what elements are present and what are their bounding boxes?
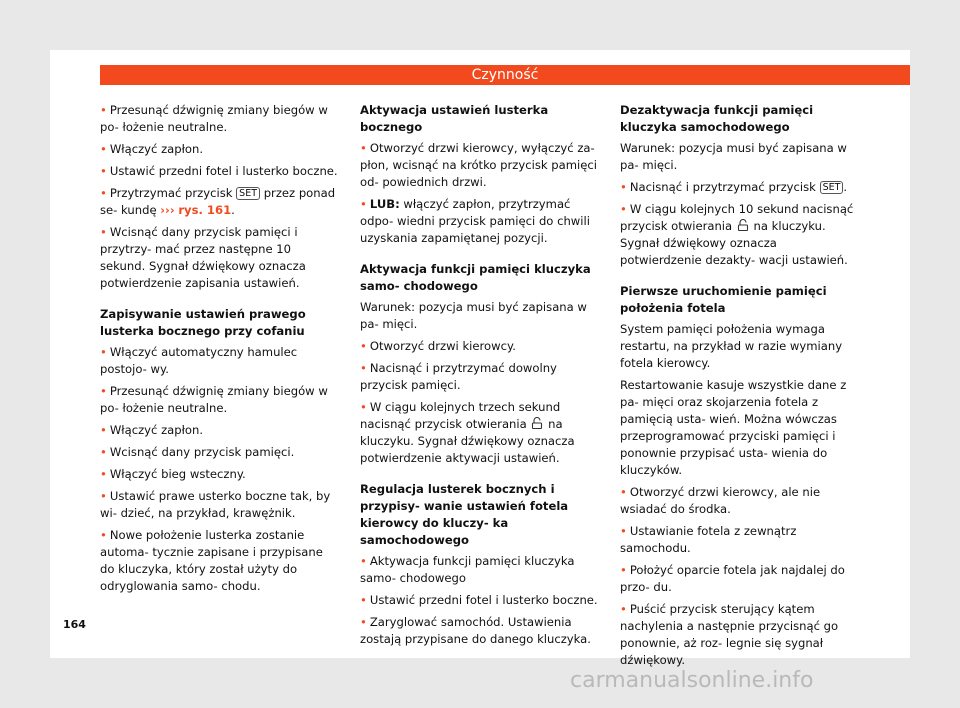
bullet-icon: • [360, 339, 367, 353]
bullet-icon: • [100, 186, 107, 200]
bullet-icon: • [100, 225, 107, 239]
bullet-icon: • [620, 485, 627, 499]
bullet-icon: • [100, 384, 107, 398]
bullet-item: • Nacisnąć i przytrzymać przycisk SET . [620, 180, 848, 194]
bullet-item: • Wcisnąć dany przycisk pamięci. [100, 445, 295, 459]
bullet-item: • Włączyć zapłon. [100, 423, 204, 437]
set-key-symbol: SET [820, 181, 844, 194]
bullet-icon: • [360, 141, 367, 155]
bullet-icon: • [620, 524, 627, 538]
section-heading: Aktywacja ustawień lusterka bocznego [360, 103, 549, 134]
bullet-icon: • [360, 615, 367, 629]
column-2 [360, 102, 600, 653]
column-1 [100, 102, 338, 600]
bullet-item: • Zaryglować samochód. Ustawienia zostają przypisane do danego kluczyka. [360, 615, 591, 646]
bullet-icon: • [100, 489, 107, 503]
section-heading: Dezaktywacja funkcji pamięci kluczyka samochodowego [620, 103, 814, 134]
bullet-icon: • [100, 467, 107, 481]
bullet-item: • W ciągu kolejnych trzech sekund nacisnąć przycisk otwierania na kluczyku. Sygnał dźwiękowy oznacza potwierdzenie aktywacji ustawień. [360, 400, 575, 465]
paragraph: Restartowanie kasuje wszystkie dane z pa- mięci oraz skojarzenia fotela z pamięcią usta- wień. Można wówczas przeprogramować przyciski pamięci i ponownie przypisać usta- wienia do kluczyków. [620, 378, 847, 477]
bullet-item: • Przesunąć dźwignię zmiany biegów w po- łożenie neutralne. [100, 103, 328, 134]
bullet-item: • Przesunąć dźwignię zmiany biegów w po- łożenie neutralne. [100, 384, 328, 415]
bullet-icon: • [620, 563, 627, 577]
bullet-item: • Przytrzymać przycisk SET przez ponad se- kundę ››› rys. 161. [100, 186, 336, 217]
paragraph: Warunek: pozycja musi być zapisana w pa- mięci. [620, 141, 847, 172]
bullet-icon: • [100, 445, 107, 459]
bullet-item: • Włączyć zapłon. [100, 142, 204, 156]
bullet-item: • Włączyć bieg wsteczny. [100, 467, 246, 481]
bullet-item: • Włączyć automatyczny hamulec postojo- wy. [100, 345, 298, 376]
bullet-item: • Otworzyć drzwi kierowcy, wyłączyć za- płon, wcisnąć na krótko przycisk pamięci od- powiednich drzwi. [360, 141, 597, 189]
bullet-icon: • [100, 103, 107, 117]
section-heading: Pierwsze uruchomienie pamięci położenia fotela [620, 284, 827, 315]
bullet-item: • Wcisnąć dany przycisk pamięci i przytrzy- mać przez następne 10 sekund. Sygnał dźwiękowy oznacza potwierdzenie zapisania ustawień. [100, 225, 306, 290]
watermark: carmanualsonline.info [570, 668, 814, 693]
bullet-item: • Otworzyć drzwi kierowcy, ale nie wsiadać do środka. [620, 485, 821, 516]
bullet-icon: • [620, 180, 627, 194]
paragraph: System pamięci położenia wymaga restartu, na przykład w razie wymiany fotela kierowcy. [620, 322, 843, 370]
bullet-icon: • [360, 400, 367, 414]
bullet-item: • W ciągu kolejnych 10 sekund nacisnąć przycisk otwierania na kluczyku. Sygnał dźwiękowy oznacza potwierdzenie dezakty- wacji ustawień. [620, 202, 854, 267]
bullet-item: • Puścić przycisk sterujący kątem nachylenia a następnie przycisnąć go ponownie, aż roz- legnie się sygnał dźwiękowy. [620, 602, 839, 667]
unlock-icon [736, 219, 750, 231]
figure-reference-link[interactable]: rys. 161 [178, 203, 232, 217]
section-heading: Aktywacja funkcji pamięci kluczyka samo- chodowego [360, 262, 591, 293]
bullet-item: • Położyć oparcie fotela jak najdalej do przo- du. [620, 563, 845, 594]
bullet-item: • Aktywacja funkcji pamięci kluczyka samo- chodowego [360, 554, 575, 585]
bullet-icon: • [100, 164, 107, 178]
bullet-icon: • [100, 345, 107, 359]
column-3 [620, 102, 860, 674]
section-heading: Zapisywanie ustawień prawego lusterka bocznego przy cofaniu [100, 307, 306, 338]
bullet-icon: • [100, 423, 107, 437]
page-number: 164 [63, 618, 86, 631]
bullet-item: • Otworzyć drzwi kierowcy. [360, 339, 516, 353]
figure-arrows: ››› [160, 203, 175, 217]
manual-page [50, 50, 910, 667]
bullet-item: • Ustawianie fotela z zewnątrz samochodu. [620, 524, 797, 555]
bullet-icon: • [620, 602, 627, 616]
bullet-icon: • [100, 528, 107, 542]
bullet-icon: • [100, 142, 107, 156]
bullet-icon: • [360, 593, 367, 607]
section-header: Czynność [100, 65, 910, 85]
bullet-item: • LUB: włączyć zapłon, przytrzymać odpo- wiedni przycisk pamięci do chwili uzyskania zapamiętanej pozycji. [360, 197, 590, 245]
bullet-icon: • [620, 202, 627, 216]
bullet-item: • Ustawić przedni fotel i lusterko boczne. [100, 164, 338, 178]
set-key-symbol: SET [236, 187, 260, 200]
bullet-icon: • [360, 197, 367, 211]
bullet-item: • Ustawić prawe usterko boczne tak, by wi- dzieć, na przykład, krawężnik. [100, 489, 331, 520]
bullet-item: • Nacisnąć i przytrzymać dowolny przycisk pamięci. [360, 361, 557, 392]
paragraph: Warunek: pozycja musi być zapisana w pa- mięci. [360, 300, 587, 331]
bullet-icon: • [360, 554, 367, 568]
bullet-item: • Ustawić przedni fotel i lusterko boczne. [360, 593, 598, 607]
unlock-icon [530, 417, 544, 429]
bullet-icon: • [360, 361, 367, 375]
bullet-item: • Nowe położenie lusterka zostanie automa- tycznie zapisane i przypisane do kluczyka, który został użyty do odryglowania samo- chodu. [100, 528, 323, 593]
section-heading: Regulacja lusterek bocznych i przypisy- wanie ustawień fotela kierowcy do kluczy- ka samochodowego [360, 482, 569, 547]
